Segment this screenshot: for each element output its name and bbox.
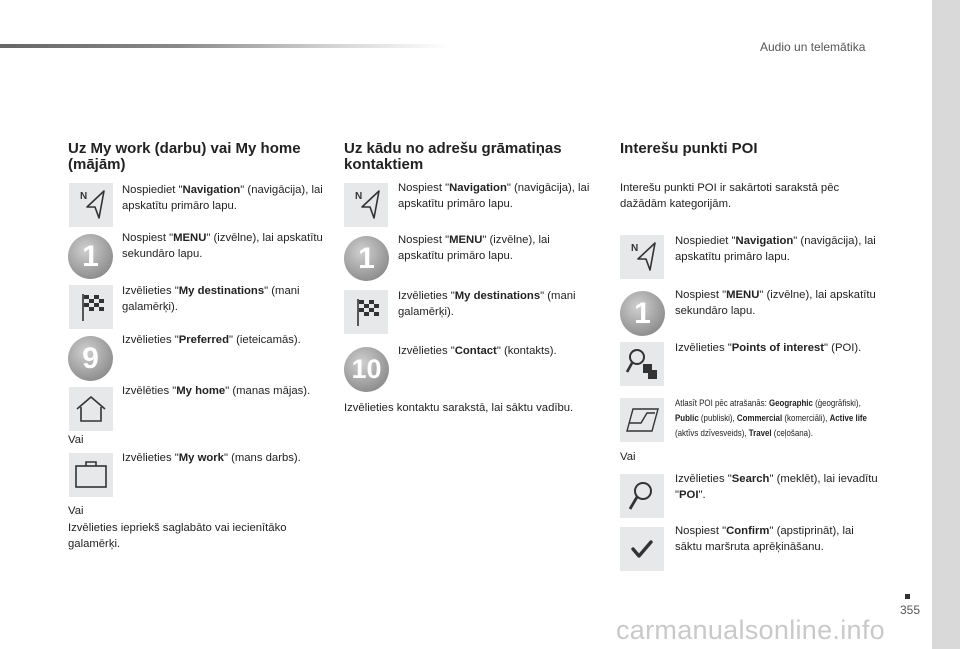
page-edge-strip xyxy=(932,0,960,649)
col1-step-work: Izvēlieties "My work" (mans darbs). xyxy=(122,452,301,464)
col3-step-navigation: Nospiediet "Navigation" (navigācija), lai apskatītu primāro lapu. xyxy=(675,235,876,263)
briefcase-icon xyxy=(69,453,113,497)
navigation-icon xyxy=(620,235,664,279)
step-badge: 1 xyxy=(620,291,665,336)
col2-step-menu: Nospiest "MENU" (izvēlne), lai apskatītu primāro lapu. xyxy=(398,234,550,262)
search-icon-box xyxy=(620,474,664,518)
col1-note: Izvēlieties iepriekš saglabāto vai iecienītāko galamērķi. xyxy=(68,522,287,550)
home-icon xyxy=(69,387,113,431)
section-title: Audio un telemātika xyxy=(760,40,866,54)
col1-step-destinations: Izvēlieties "My destinations" (mani galamērķi). xyxy=(122,285,300,313)
map-road-icon xyxy=(620,398,664,442)
header-gradient-bar xyxy=(0,44,450,48)
confirm-icon-box xyxy=(620,527,664,571)
svg-text:N: N xyxy=(355,191,363,202)
col3-categories: Atlasīt POI pēc atrašanās: Geographic (ģeogrāfiski), Public (publiski), Commercial (komerciāli), Active life (aktīvs dzīvesveids), Travel (ceļošana). xyxy=(675,398,867,438)
page-marker xyxy=(905,594,910,599)
destinations-icon-box xyxy=(69,285,113,329)
svg-text:N: N xyxy=(80,191,88,202)
col2-title: Uz kādu no adrešu grāmatiņas kontaktiem xyxy=(344,140,562,173)
destinations-icon-box xyxy=(344,290,388,334)
step-badge: 1 xyxy=(344,236,389,281)
col1-step-menu: Nospiest "MENU" (izvēlne), lai apskatītu sekundāro lapu. xyxy=(122,232,323,260)
col3-step-poi: Izvēlieties "Points of interest" (POI). xyxy=(675,342,862,354)
col3-step-search: Izvēlieties "Search" (meklēt), lai ievadītu "POI". xyxy=(675,473,878,501)
col1-title: Uz My work (darbu) vai My home (mājām) xyxy=(68,140,301,173)
search-icon xyxy=(620,474,664,518)
col1-step-home: Izvēlēties "My home" (manas mājas). xyxy=(122,385,311,397)
svg-text:N: N xyxy=(631,243,639,254)
checkered-flag-icon xyxy=(69,285,113,329)
checkmark-icon xyxy=(620,527,664,571)
navigation-icon xyxy=(69,183,113,227)
col1-or-1: Vai xyxy=(68,434,84,446)
home-icon-box xyxy=(69,387,113,431)
col3-step-confirm: Nospiest "Confirm" (apstiprināt), lai sāktu maršruta aprēķināšanu. xyxy=(675,525,854,553)
col2-step-navigation: Nospiest "Navigation" (navigācija), lai apskatītu primāro lapu. xyxy=(398,182,590,210)
navigation-icon xyxy=(344,183,388,227)
col1-step-preferred: Izvēlieties "Preferred" (ieteicamās). xyxy=(122,334,301,346)
col3-or-1: Vai xyxy=(620,451,636,463)
navigation-icon-box xyxy=(69,183,113,227)
step-badge: 10 xyxy=(344,347,389,392)
navigation-icon-box xyxy=(620,235,664,279)
work-icon-box xyxy=(69,453,113,497)
step-badge: 1 xyxy=(68,234,113,279)
col1-or-2: Vai xyxy=(68,505,84,517)
poi-icon-box xyxy=(620,342,664,386)
category-icon-box xyxy=(620,398,664,442)
checkered-flag-icon xyxy=(344,290,388,334)
navigation-icon-box xyxy=(344,183,388,227)
poi-search-icon xyxy=(620,342,664,386)
col2-step-destinations: Izvēlieties "My destinations" (mani galamērķi). xyxy=(398,290,576,318)
col2-step-contact: Izvēlieties "Contact" (kontakts). xyxy=(398,345,557,357)
col3-title: Interešu punkti POI xyxy=(620,140,758,157)
step-badge: 9 xyxy=(68,336,113,381)
watermark: carmanualsonline.info xyxy=(616,615,885,645)
col1-step-navigation: Nospiediet "Navigation" (navigācija), lai apskatītu primāro lapu. xyxy=(122,184,323,212)
col3-intro: Interešu punkti POI ir sakārtoti sarakstā pēc dažādām kategorijām. xyxy=(620,182,840,210)
col2-note: Izvēlieties kontaktu sarakstā, lai sāktu vadību. xyxy=(344,402,574,414)
col3-step-menu: Nospiest "MENU" (izvēlne), lai apskatītu sekundāro lapu. xyxy=(675,289,876,317)
page-number: 355 xyxy=(900,603,921,617)
